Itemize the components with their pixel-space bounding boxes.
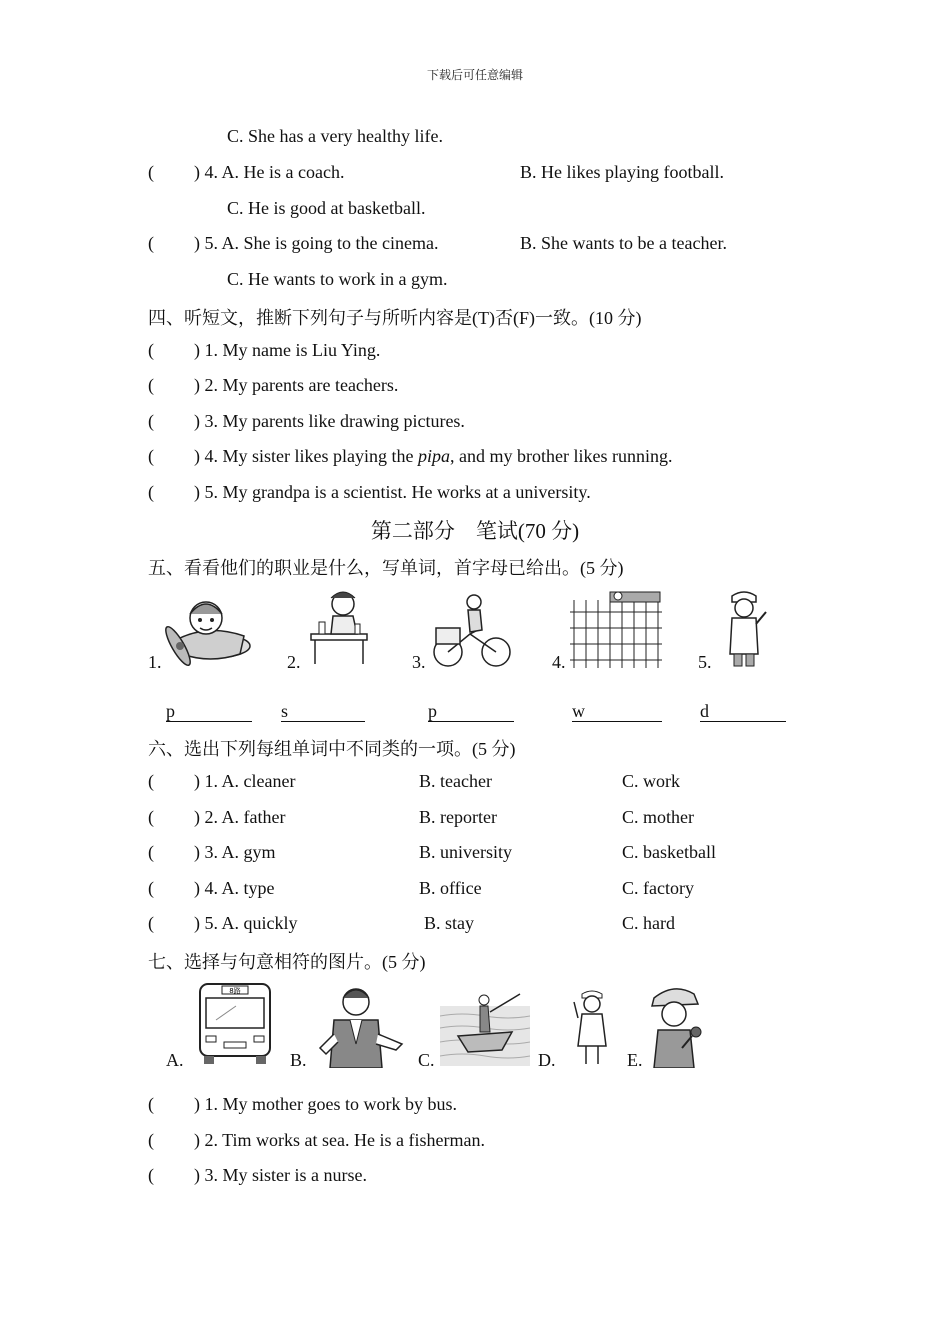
- section4-item-text-end: , and my brother likes running.: [450, 446, 673, 466]
- section4-title: 四、听短文，推断下列句子与所听内容是(T)否(F)一致。(10 分): [148, 308, 642, 328]
- answer-paren[interactable]: (: [148, 913, 154, 933]
- q4-option-a: ) 4. A. He is a coach.: [194, 162, 345, 182]
- q4-row: [148, 162, 344, 183]
- q5-row: [148, 233, 438, 254]
- option-a: ) 5. A. quickly: [194, 913, 298, 933]
- picture-label: D.: [538, 1050, 556, 1070]
- option-b: B. university: [419, 842, 512, 862]
- section7-item: [148, 1165, 367, 1186]
- answer-paren[interactable]: (: [148, 482, 154, 502]
- answer-blank[interactable]: [428, 701, 514, 722]
- picture-label: E.: [627, 1050, 643, 1070]
- option-a: ) 4. A. type: [194, 878, 275, 898]
- reporter-picture: [646, 982, 706, 1068]
- man-picture: [316, 984, 406, 1068]
- section6-row: [148, 842, 276, 863]
- picture-label: C.: [418, 1050, 435, 1070]
- section6-row: [148, 807, 285, 828]
- answer-paren[interactable]: (: [148, 1130, 154, 1150]
- picture-label: B.: [290, 1050, 307, 1070]
- section7-item: [148, 1130, 485, 1151]
- answer-paren[interactable]: (: [148, 807, 154, 827]
- answer-paren[interactable]: (: [148, 162, 154, 182]
- option-c: C. hard: [622, 913, 675, 933]
- option-b: B. teacher: [419, 771, 492, 791]
- answer-paren[interactable]: (: [148, 771, 154, 791]
- first-letter: d: [700, 701, 709, 721]
- option-b: B. office: [419, 878, 482, 898]
- section5-title: 五、看看他们的职业是什么，写单词，首字母已给出。(5 分): [148, 558, 624, 578]
- answer-paren[interactable]: (: [148, 375, 154, 395]
- answer-blank[interactable]: [700, 701, 786, 722]
- fisherman-picture: [440, 992, 530, 1066]
- answer-blank[interactable]: [166, 701, 252, 722]
- option-c: C. basketball: [622, 842, 716, 862]
- first-letter: p: [166, 701, 175, 721]
- scientist-picture: [305, 588, 375, 668]
- section7-item: [148, 1094, 457, 1115]
- answer-paren[interactable]: (: [148, 411, 154, 431]
- page-header: 下载后可任意编辑: [426, 68, 523, 82]
- part2-title: 第二部分 笔试(70 分): [370, 519, 580, 543]
- answer-paren[interactable]: (: [148, 1165, 154, 1185]
- option-b: B. stay: [424, 913, 475, 933]
- first-letter: s: [281, 701, 289, 721]
- section6-row: [148, 878, 275, 899]
- answer-paren[interactable]: (: [148, 233, 154, 253]
- first-letter: w: [572, 701, 585, 721]
- section7-item-text: ) 2. Tim works at sea. He is a fisherman.: [194, 1130, 485, 1150]
- pilot-picture: [160, 588, 252, 670]
- section4-item-text: ) 2. My parents are teachers.: [194, 375, 399, 395]
- picture-number: 3.: [412, 652, 426, 672]
- section6-title: 六、选出下列每组单词中不同类的一项。(5 分): [148, 739, 516, 759]
- q3-option-c: C. She has a very healthy life.: [227, 126, 443, 146]
- worker-picture: [570, 590, 662, 670]
- section4-item: [148, 411, 465, 432]
- section6-row: [148, 771, 295, 792]
- bus-picture: [196, 980, 274, 1066]
- option-a: ) 1. A. cleaner: [194, 771, 296, 791]
- pipa-word: pipa: [417, 446, 450, 466]
- first-letter: p: [428, 701, 437, 721]
- option-c: C. factory: [622, 878, 694, 898]
- section6-row: [148, 913, 298, 934]
- section4-item: [148, 446, 672, 467]
- section7-item-text: ) 1. My mother goes to work by bus.: [194, 1094, 457, 1114]
- section7-title: 七、选择与句意相符的图片。(5 分): [148, 952, 426, 972]
- picture-number: 4.: [552, 652, 566, 672]
- section4-item: [148, 375, 398, 396]
- answer-paren[interactable]: (: [148, 1094, 154, 1114]
- section4-item-text: ) 4. My sister likes playing the: [194, 446, 418, 466]
- q5-option-a: ) 5. A. She is going to the cinema.: [194, 233, 439, 253]
- section7-item-text: ) 3. My sister is a nurse.: [194, 1165, 367, 1185]
- answer-paren[interactable]: (: [148, 446, 154, 466]
- option-a: ) 3. A. gym: [194, 842, 276, 862]
- postman-picture: [430, 588, 515, 670]
- q5-option-b: B. She wants to be a teacher.: [520, 233, 727, 253]
- option-b: B. reporter: [419, 807, 497, 827]
- q4-option-b: B. He likes playing football.: [520, 162, 724, 182]
- option-c: C. work: [622, 771, 680, 791]
- picture-number: 5.: [698, 652, 712, 672]
- section4-item-text: ) 1. My name is Liu Ying.: [194, 340, 381, 360]
- answer-paren[interactable]: (: [148, 340, 154, 360]
- picture-label: A.: [166, 1050, 184, 1070]
- answer-blank[interactable]: [572, 701, 662, 722]
- section4-item-text: ) 3. My parents like drawing pictures.: [194, 411, 465, 431]
- option-a: ) 2. A. father: [194, 807, 286, 827]
- answer-paren[interactable]: (: [148, 842, 154, 862]
- q4-option-c: C. He is good at basketball.: [227, 198, 426, 218]
- bus-sign: 8路: [229, 987, 241, 995]
- section4-item-text: ) 5. My grandpa is a scientist. He works at a university.: [194, 482, 591, 502]
- picture-number: 2.: [287, 652, 301, 672]
- picture-number: 1.: [148, 652, 162, 672]
- section4-item: [148, 340, 380, 361]
- answer-paren[interactable]: (: [148, 878, 154, 898]
- doctor-picture: [720, 588, 770, 670]
- answer-blank[interactable]: [281, 701, 365, 722]
- nurse-picture: [572, 986, 612, 1066]
- q5-option-c: C. He wants to work in a gym.: [227, 269, 448, 289]
- section4-item: [148, 482, 591, 503]
- option-c: C. mother: [622, 807, 694, 827]
